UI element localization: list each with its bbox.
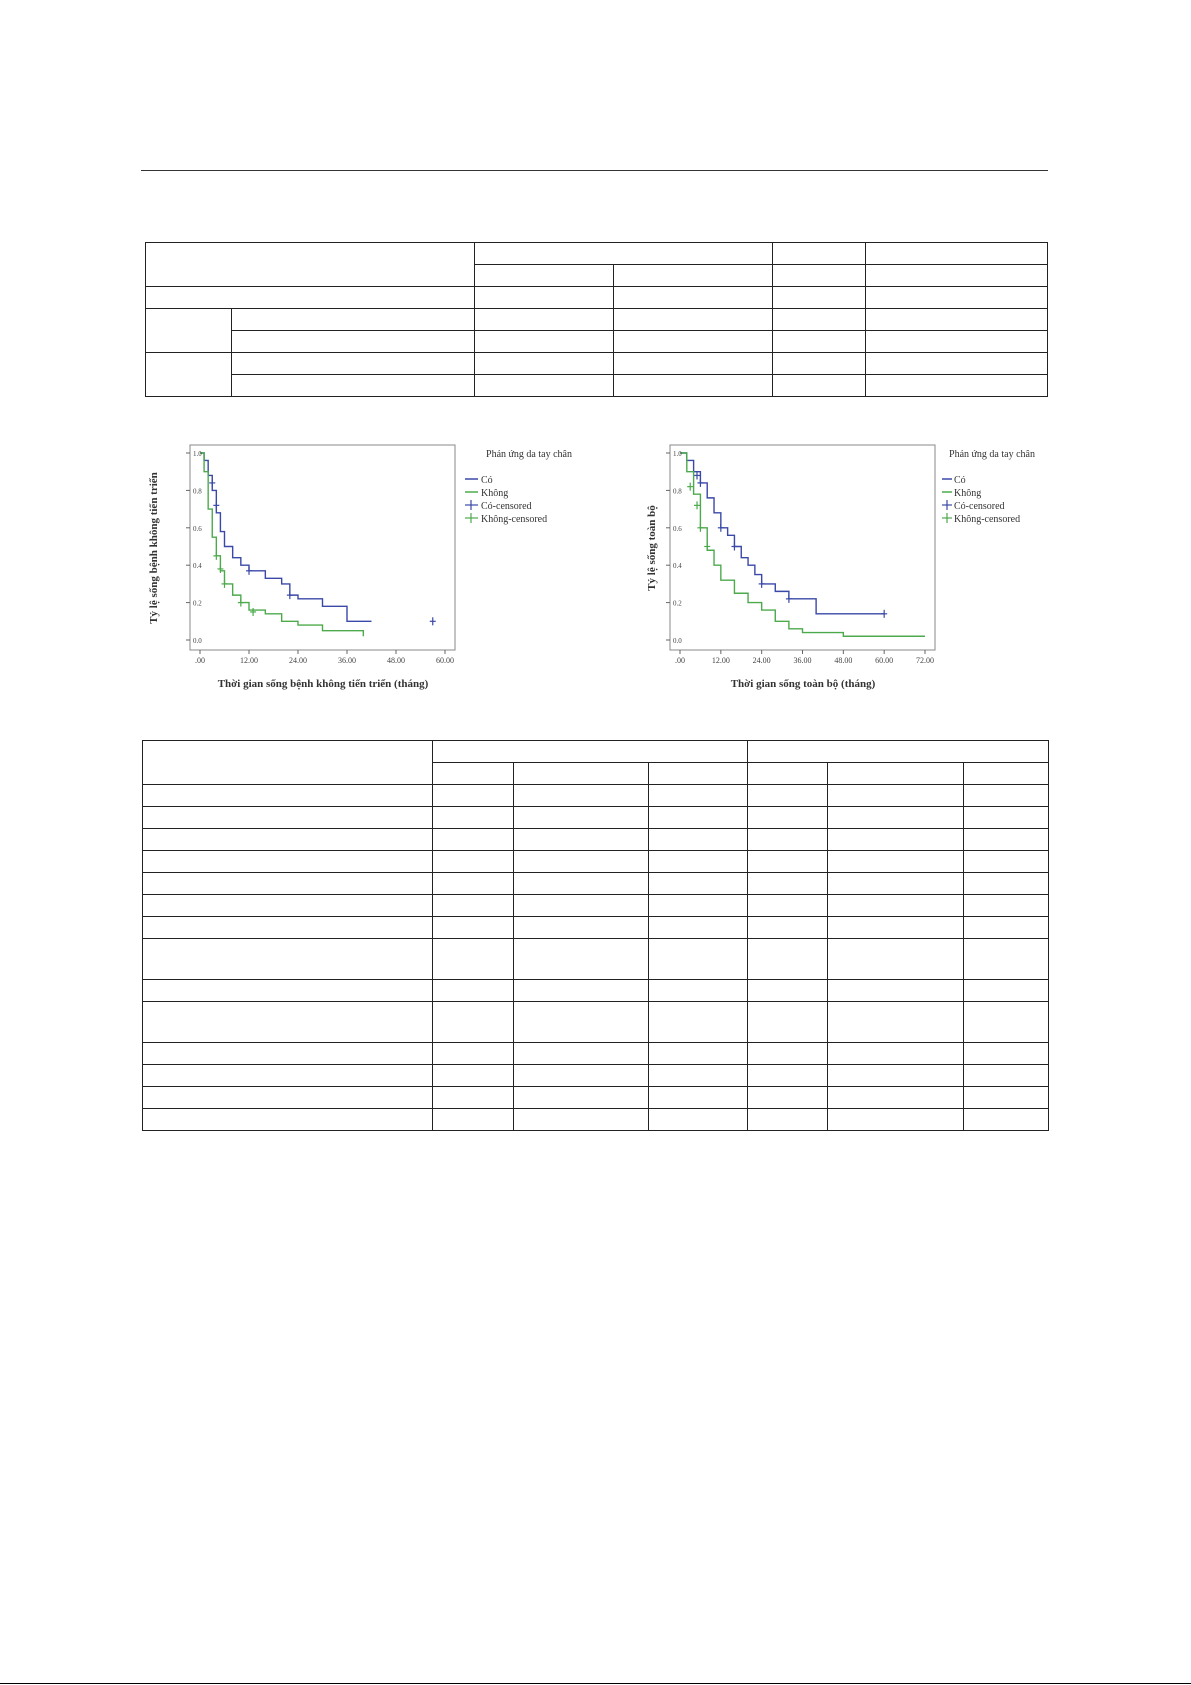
x-tick-label: .00 [195,656,205,665]
table-row [143,829,1049,851]
table-row [143,851,1049,873]
table-row [143,917,1049,939]
pfs-km-chart [145,443,605,693]
y-tick-label: 0.0 [193,637,202,645]
plot-frame [670,445,935,650]
table-row [146,331,1048,353]
table-row [143,1087,1049,1109]
x-tick-label: .00 [675,656,685,665]
y-axis-label: Tỷ lệ sống toàn bộ [646,505,658,591]
table-row [146,287,1048,309]
legend-item-khong: Không [481,488,509,499]
table-row [143,873,1049,895]
x-axis-label: Thời gian sống toàn bộ (tháng) [730,678,876,690]
x-tick-label: 48.00 [387,656,405,665]
y-tick-label: 0.4 [193,562,202,571]
table-row [143,1065,1049,1087]
table-row [143,1002,1049,1043]
x-tick-label: 60.00 [875,656,894,665]
y-tick-label: 0.2 [673,599,682,608]
table-row [146,309,1048,331]
table-row [143,785,1049,807]
legend-item-khong: Không [954,488,982,499]
x-tick-label: 48.00 [834,656,853,665]
table-1 [145,242,1048,397]
table-row [143,1043,1049,1065]
table-row [143,741,1049,763]
x-tick-label: 60.00 [436,656,454,665]
y-tick-label: 0.6 [193,524,202,533]
legend-item-co: Có [954,475,966,486]
table-row [143,895,1049,917]
y-tick-label: 1.0 [193,450,202,458]
y-tick-label: 0.0 [673,637,682,645]
table-row [146,375,1048,397]
pfs-km-svg [145,443,605,693]
legend-item-co-censored: Có-censored [481,501,532,512]
y-tick-label: 1.0 [673,450,682,458]
os-km-svg [646,443,1050,693]
x-tick-label: 24.00 [289,656,307,665]
legend-item-khong-censored: Không-censored [481,514,548,525]
legend-item-co: Có [481,475,493,486]
x-tick-label: 12.00 [240,656,258,665]
x-tick-label: 72.00 [916,656,934,665]
y-tick-label: 0.4 [673,562,682,571]
y-axis-label: Tỷ lệ sống bệnh không tiến triển [148,472,160,624]
table-row [143,980,1049,1002]
footer-rule [0,1683,1191,1684]
legend [465,475,547,525]
x-axis-label: Thời gian sống bệnh không tiến triển (tháng) [217,678,429,690]
os-km-chart [646,443,1050,693]
x-tick-label: 36.00 [793,656,812,665]
x-tick-label: 36.00 [338,656,356,665]
table-row [143,939,1049,980]
table-2 [142,740,1049,1131]
table-row [143,1109,1049,1131]
legend-item-khong-censored: Không-censored [954,514,1021,525]
legend [942,475,1020,525]
y-tick-label: 0.6 [673,524,682,533]
x-tick-label: 12.00 [711,656,730,665]
table-row [143,807,1049,829]
table-row [146,243,1048,265]
y-tick-label: 0.2 [193,599,202,608]
header-rule [141,170,1048,171]
legend-title: Phản ứng da tay chân [486,449,572,460]
x-tick-label: 24.00 [752,656,771,665]
table-row [146,353,1048,375]
y-tick-label: 0.8 [673,487,682,496]
legend-item-co-censored: Có-censored [954,501,1005,512]
y-tick-label: 0.8 [193,487,202,496]
legend-title: Phản ứng da tay chân [949,449,1035,460]
plot-frame [190,445,455,650]
